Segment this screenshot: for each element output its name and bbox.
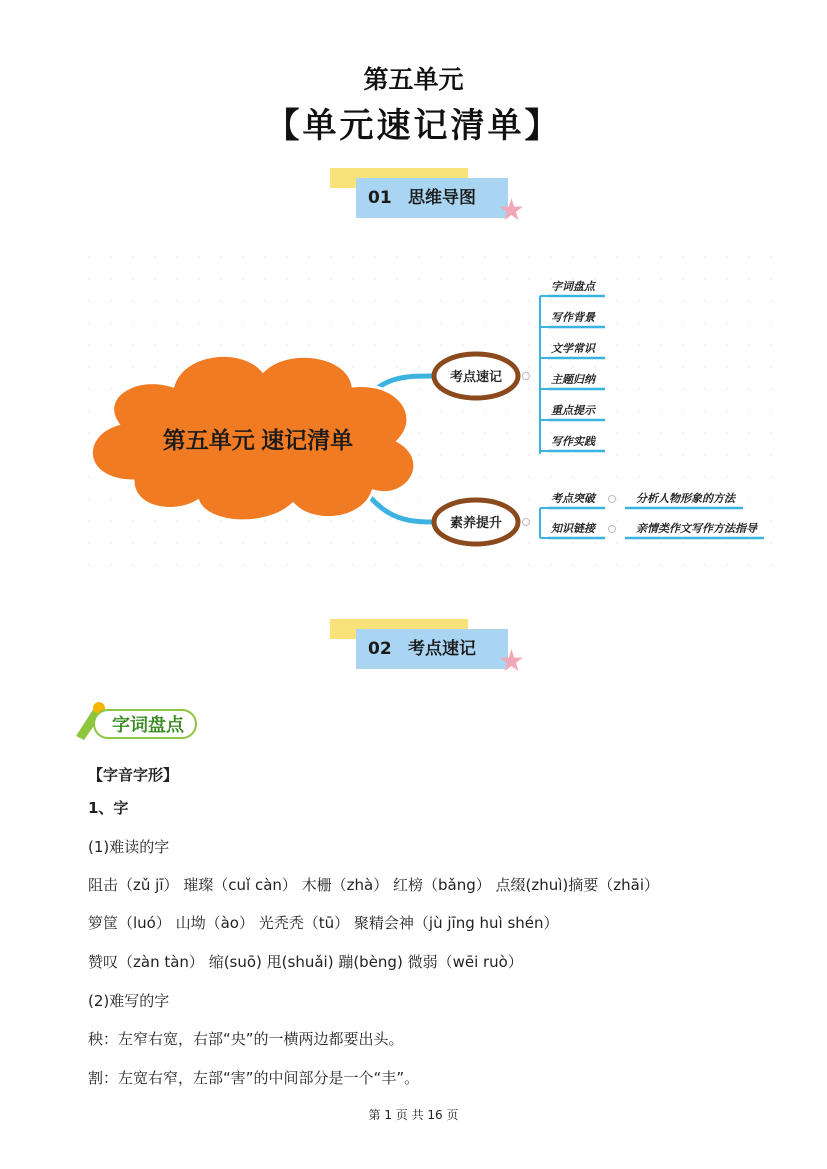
star-icon: ★ (498, 644, 525, 679)
section-header-2 (330, 619, 530, 679)
mindmap-leaf: 写作实践 (551, 436, 595, 448)
branch-label: 考点速记 (449, 369, 503, 384)
content-heading: 【字音字形】 (88, 766, 179, 784)
mindmap-leaf: 主题归纳 (551, 374, 595, 386)
section-label: 考点速记 (408, 639, 476, 659)
mindmap-leaf: 文学常识 (551, 343, 595, 355)
branch-label: 素养提升 (449, 515, 503, 530)
section-header-1 (330, 168, 530, 228)
mindmap-leaf: 考点突破 (551, 493, 595, 505)
center-title: 第五单元 速记清单 (162, 427, 354, 453)
unit-title: 第五单元 (363, 65, 464, 94)
page-footer: 第 1 页 共 16 页 (368, 1108, 459, 1122)
mindmap-leaf: 重点提示 (551, 405, 595, 417)
mind-map (78, 246, 786, 566)
mindmap-leaf: 知识链接 (551, 523, 595, 535)
content-line: 秧：左窄右宽，右部“央”的一横两边都要出头。 (88, 1030, 404, 1048)
star-icon: ★ (498, 193, 525, 228)
mindmap-detail: 分析人物形象的方法 (636, 493, 735, 505)
word-review-tag (72, 700, 202, 742)
content-sub: 1、字 (88, 799, 129, 817)
mindmap-detail: 亲情类作文写作方法指导 (636, 523, 757, 535)
content-line: 阻击（zǔ jī） 璀璨（cuǐ càn） 木栅（zhà） 红榜（bǎng） 点缀(zhuì)摘要（zhāi） (88, 876, 660, 894)
content-part: (2)难写的字 (88, 992, 170, 1010)
section-number: 02 (368, 639, 392, 659)
tag-label: 字词盘点 (112, 715, 184, 735)
content-line: 赞叹（zàn tàn） 缩(suō) 甩(shuǎi) 蹦(bèng) 微弱（wēi ruò） (88, 953, 523, 971)
mindmap-leaf: 字词盘点 (551, 281, 595, 293)
mindmap-leaf: 写作背景 (551, 312, 595, 324)
content-part: (1)难读的字 (88, 838, 170, 856)
section-label: 思维导图 (408, 188, 476, 208)
section-number: 01 (368, 188, 392, 208)
content-line: 箩筐（luó） 山坳（ào） 光秃秃（tū） 聚精会神（jù jīng huì shén） (88, 914, 559, 932)
content-line: 割：左宽右窄，左部“害”的中间部分是一个“丰”。 (88, 1069, 420, 1087)
page-subtitle: 【单元速记清单】 (265, 106, 562, 146)
